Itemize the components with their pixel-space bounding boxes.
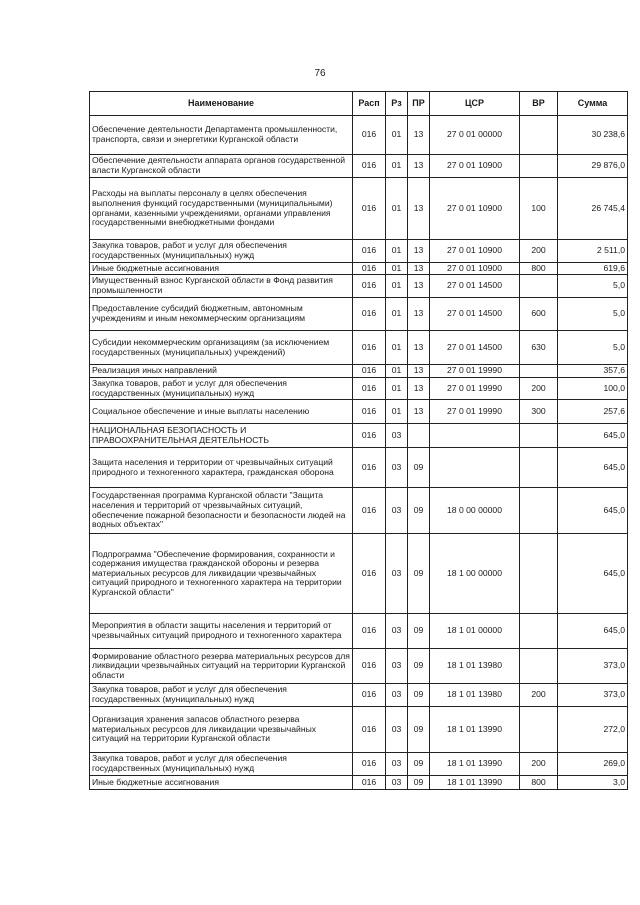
table-row xyxy=(90,178,628,240)
row-sum-cell: 5,0 xyxy=(558,298,628,331)
row-pr-cell: 13 xyxy=(408,331,430,365)
column-header-pr: ПР xyxy=(408,92,430,116)
row-vr-cell: 200 xyxy=(520,753,558,776)
row-sum-cell: 645,0 xyxy=(558,614,628,649)
row-pr-cell: 09 xyxy=(408,488,430,534)
row-rasp-cell: 016 xyxy=(353,649,386,684)
row-vr-cell: 630 xyxy=(520,331,558,365)
row-rasp-cell: 016 xyxy=(353,263,386,275)
row-sum-cell: 357,6 xyxy=(558,365,628,378)
row-sum-cell: 30 238,6 xyxy=(558,116,628,155)
row-vr-cell xyxy=(520,365,558,378)
row-csr-cell xyxy=(430,424,520,448)
row-vr-cell xyxy=(520,424,558,448)
row-sum-cell: 5,0 xyxy=(558,331,628,365)
row-pr-cell: 09 xyxy=(408,707,430,753)
budget-table xyxy=(89,91,628,790)
row-sum-cell: 100,0 xyxy=(558,378,628,400)
row-name-cell: Субсидии некоммерческим организациям (за исключением государственных (муниципальных) учреждений) xyxy=(90,331,353,365)
row-rasp-cell: 016 xyxy=(353,275,386,298)
row-sum-cell: 257,6 xyxy=(558,400,628,424)
row-csr-cell: 27 0 01 10900 xyxy=(430,155,520,178)
row-rasp-cell: 016 xyxy=(353,378,386,400)
row-pr-cell: 09 xyxy=(408,776,430,790)
row-vr-cell: 300 xyxy=(520,400,558,424)
row-csr-cell: 27 0 01 14500 xyxy=(430,275,520,298)
row-rasp-cell: 016 xyxy=(353,707,386,753)
row-pr-cell: 13 xyxy=(408,178,430,240)
table-header-row xyxy=(90,92,628,116)
row-pr-cell: 09 xyxy=(408,448,430,488)
row-csr-cell: 27 0 01 19990 xyxy=(430,400,520,424)
row-rz-cell: 01 xyxy=(386,155,408,178)
row-sum-cell: 272,0 xyxy=(558,707,628,753)
row-name-cell: Предоставление субсидий бюджетным, автономным учреждениям и иным некоммерческим организациям xyxy=(90,298,353,331)
row-name-cell: Мероприятия в области защиты населения и территорий от чрезвычайных ситуаций природного и техногенного характера xyxy=(90,614,353,649)
row-rasp-cell: 016 xyxy=(353,684,386,707)
table-row xyxy=(90,753,628,776)
row-vr-cell xyxy=(520,155,558,178)
row-name-cell: НАЦИОНАЛЬНАЯ БЕЗОПАСНОСТЬ И ПРАВООХРАНИТЕЛЬНАЯ ДЕЯТЕЛЬНОСТЬ xyxy=(90,424,353,448)
row-rz-cell: 01 xyxy=(386,331,408,365)
row-rasp-cell: 016 xyxy=(353,488,386,534)
row-rasp-cell: 016 xyxy=(353,116,386,155)
row-csr-cell: 18 1 01 13980 xyxy=(430,684,520,707)
row-rz-cell: 01 xyxy=(386,275,408,298)
row-rasp-cell: 016 xyxy=(353,753,386,776)
table-row xyxy=(90,263,628,275)
row-name-cell: Закупка товаров, работ и услуг для обеспечения государственных (муниципальных) нужд xyxy=(90,753,353,776)
row-csr-cell xyxy=(430,448,520,488)
row-rasp-cell: 016 xyxy=(353,424,386,448)
row-rz-cell: 01 xyxy=(386,400,408,424)
row-vr-cell: 100 xyxy=(520,178,558,240)
row-rasp-cell: 016 xyxy=(353,365,386,378)
row-name-cell: Имущественный взнос Курганской области в Фонд развития промышленности xyxy=(90,275,353,298)
row-pr-cell: 09 xyxy=(408,649,430,684)
row-name-cell: Закупка товаров, работ и услуг для обеспечения государственных (муниципальных) нужд xyxy=(90,378,353,400)
row-pr-cell: 09 xyxy=(408,534,430,614)
row-csr-cell: 18 1 00 00000 xyxy=(430,534,520,614)
row-csr-cell: 18 1 01 13990 xyxy=(430,753,520,776)
row-name-cell: Реализация иных направлений xyxy=(90,365,353,378)
row-sum-cell: 26 745,4 xyxy=(558,178,628,240)
table-row xyxy=(90,448,628,488)
column-header-csr: ЦСР xyxy=(430,92,520,116)
row-name-cell: Иные бюджетные ассигнования xyxy=(90,263,353,275)
row-sum-cell: 2 511,0 xyxy=(558,240,628,263)
row-vr-cell: 800 xyxy=(520,263,558,275)
row-sum-cell: 373,0 xyxy=(558,684,628,707)
column-header-vr: ВР xyxy=(520,92,558,116)
row-csr-cell: 27 0 01 19990 xyxy=(430,378,520,400)
row-rz-cell: 01 xyxy=(386,263,408,275)
table-row xyxy=(90,534,628,614)
row-rz-cell: 03 xyxy=(386,684,408,707)
row-vr-cell xyxy=(520,488,558,534)
column-header-name: Наименование xyxy=(90,92,353,116)
row-rz-cell: 01 xyxy=(386,298,408,331)
row-csr-cell: 27 0 01 10900 xyxy=(430,240,520,263)
table-row xyxy=(90,649,628,684)
row-name-cell: Закупка товаров, работ и услуг для обеспечения государственных (муниципальных) нужд xyxy=(90,240,353,263)
row-name-cell: Защита населения и территории от чрезвычайных ситуаций природного и техногенного характера, гражданская оборона xyxy=(90,448,353,488)
row-rasp-cell: 016 xyxy=(353,400,386,424)
row-pr-cell: 13 xyxy=(408,400,430,424)
row-pr-cell: 09 xyxy=(408,684,430,707)
row-sum-cell: 619,6 xyxy=(558,263,628,275)
row-pr-cell: 13 xyxy=(408,240,430,263)
row-csr-cell: 27 0 01 10900 xyxy=(430,263,520,275)
row-sum-cell: 269,0 xyxy=(558,753,628,776)
row-vr-cell xyxy=(520,534,558,614)
row-rz-cell: 03 xyxy=(386,776,408,790)
column-header-rz: Рз xyxy=(386,92,408,116)
row-sum-cell: 645,0 xyxy=(558,488,628,534)
row-pr-cell: 13 xyxy=(408,378,430,400)
row-pr-cell: 13 xyxy=(408,155,430,178)
row-rz-cell: 03 xyxy=(386,448,408,488)
row-rz-cell: 01 xyxy=(386,116,408,155)
row-vr-cell: 200 xyxy=(520,240,558,263)
table-row xyxy=(90,331,628,365)
table-row xyxy=(90,240,628,263)
row-sum-cell: 645,0 xyxy=(558,448,628,488)
row-sum-cell: 373,0 xyxy=(558,649,628,684)
row-name-cell: Подпрограмма "Обеспечение формирования, сохранности и содержания имущества гражданской обороны и резерва материальных ресурсов для ликвидации чрезвычайных ситуаций природного и техногенного характера на территории Курганской области" xyxy=(90,534,353,614)
row-vr-cell xyxy=(520,116,558,155)
row-vr-cell: 200 xyxy=(520,378,558,400)
row-sum-cell: 645,0 xyxy=(558,534,628,614)
page-number: 76 xyxy=(314,68,326,79)
row-rasp-cell: 016 xyxy=(353,614,386,649)
table-row xyxy=(90,424,628,448)
row-rz-cell: 03 xyxy=(386,534,408,614)
table-row xyxy=(90,298,628,331)
row-rz-cell: 03 xyxy=(386,424,408,448)
row-name-cell: Государственная программа Курганской области "Защита населения и территорий от чрезвычайных ситуаций, обеспечение пожарной безопасности и безопасности людей на водных объектах" xyxy=(90,488,353,534)
row-vr-cell xyxy=(520,707,558,753)
row-name-cell: Иные бюджетные ассигнования xyxy=(90,776,353,790)
row-rz-cell: 01 xyxy=(386,365,408,378)
row-csr-cell: 27 0 01 14500 xyxy=(430,298,520,331)
row-rasp-cell: 016 xyxy=(353,534,386,614)
row-pr-cell: 13 xyxy=(408,116,430,155)
row-vr-cell xyxy=(520,275,558,298)
table-row xyxy=(90,488,628,534)
row-pr-cell: 09 xyxy=(408,614,430,649)
row-rasp-cell: 016 xyxy=(353,448,386,488)
row-vr-cell xyxy=(520,448,558,488)
row-name-cell: Социальное обеспечение и иные выплаты населению xyxy=(90,400,353,424)
row-vr-cell xyxy=(520,614,558,649)
row-pr-cell: 13 xyxy=(408,263,430,275)
row-sum-cell: 5,0 xyxy=(558,275,628,298)
table-row xyxy=(90,378,628,400)
row-name-cell: Формирование областного резерва материальных ресурсов для ликвидации чрезвычайных ситуаций на территории Курганской области xyxy=(90,649,353,684)
row-pr-cell: 13 xyxy=(408,275,430,298)
row-rz-cell: 03 xyxy=(386,707,408,753)
row-sum-cell: 3,0 xyxy=(558,776,628,790)
table-row xyxy=(90,614,628,649)
row-csr-cell: 27 0 01 14500 xyxy=(430,331,520,365)
row-sum-cell: 29 876,0 xyxy=(558,155,628,178)
row-csr-cell: 27 0 01 10900 xyxy=(430,178,520,240)
row-csr-cell: 18 1 01 00000 xyxy=(430,614,520,649)
table-row xyxy=(90,116,628,155)
row-pr-cell xyxy=(408,424,430,448)
table-row xyxy=(90,155,628,178)
row-name-cell: Обеспечение деятельности Департамента промышленности, транспорта, связи и энергетики Курганской области xyxy=(90,116,353,155)
row-pr-cell: 13 xyxy=(408,298,430,331)
row-name-cell: Закупка товаров, работ и услуг для обеспечения государственных (муниципальных) нужд xyxy=(90,684,353,707)
row-csr-cell: 18 1 01 13980 xyxy=(430,649,520,684)
table-row xyxy=(90,776,628,790)
row-name-cell: Обеспечение деятельности аппарата органов государственной власти Курганской области xyxy=(90,155,353,178)
row-csr-cell: 18 0 00 00000 xyxy=(430,488,520,534)
row-rz-cell: 01 xyxy=(386,178,408,240)
row-name-cell: Организация хранения запасов областного резерва материальных ресурсов для ликвидации чрезвычайных ситуаций на территории Курганской области xyxy=(90,707,353,753)
table-row xyxy=(90,707,628,753)
row-rz-cell: 01 xyxy=(386,240,408,263)
column-header-sum: Сумма xyxy=(558,92,628,116)
row-vr-cell: 600 xyxy=(520,298,558,331)
row-rz-cell: 01 xyxy=(386,378,408,400)
row-rz-cell: 03 xyxy=(386,614,408,649)
row-csr-cell: 27 0 01 00000 xyxy=(430,116,520,155)
row-pr-cell: 13 xyxy=(408,365,430,378)
table-row xyxy=(90,684,628,707)
row-rz-cell: 03 xyxy=(386,488,408,534)
row-sum-cell: 645,0 xyxy=(558,424,628,448)
row-rasp-cell: 016 xyxy=(353,331,386,365)
table-row xyxy=(90,365,628,378)
row-rz-cell: 03 xyxy=(386,753,408,776)
row-rasp-cell: 016 xyxy=(353,155,386,178)
row-vr-cell: 200 xyxy=(520,684,558,707)
row-csr-cell: 27 0 01 19990 xyxy=(430,365,520,378)
row-rasp-cell: 016 xyxy=(353,776,386,790)
row-vr-cell: 800 xyxy=(520,776,558,790)
row-rz-cell: 03 xyxy=(386,649,408,684)
row-rasp-cell: 016 xyxy=(353,178,386,240)
row-name-cell: Расходы на выплаты персоналу в целях обеспечения выполнения функций государственными (муниципальными) органами, казенными учреждениями, органами управления государственными внебюджетными фондами xyxy=(90,178,353,240)
row-csr-cell: 18 1 01 13990 xyxy=(430,707,520,753)
column-header-rasp: Расп xyxy=(353,92,386,116)
row-rasp-cell: 016 xyxy=(353,298,386,331)
table-row xyxy=(90,400,628,424)
row-pr-cell: 09 xyxy=(408,753,430,776)
row-vr-cell xyxy=(520,649,558,684)
row-rasp-cell: 016 xyxy=(353,240,386,263)
budget-table-body xyxy=(90,116,628,790)
row-csr-cell: 18 1 01 13990 xyxy=(430,776,520,790)
table-row xyxy=(90,275,628,298)
